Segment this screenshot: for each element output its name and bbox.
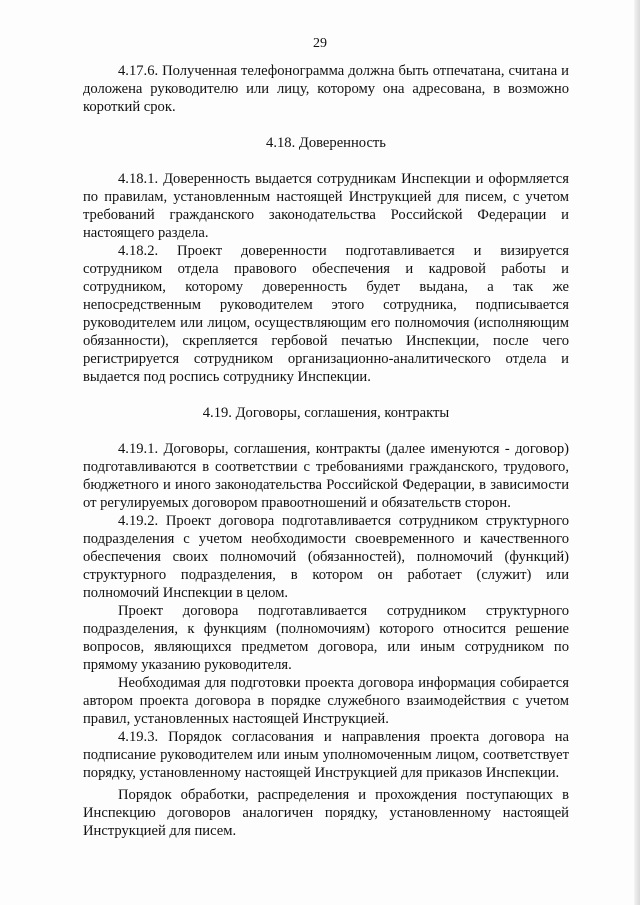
paragraph-incoming-contracts: Порядок обработки, распределения и прохождения поступающих в Инспекцию договоров аналогичен порядку, установленному настоящей Инструкцией для писем. [83, 787, 569, 839]
scan-edge-shadow [634, 0, 640, 905]
paragraph-4-19-1: 4.19.1. Договоры, соглашения, контракты (далее именуются - договор) подготавливаются в соответствии с требованиями гражданского, трудового, бюджетного и иного законодательства Российской Федерации, в зависимости от регулируемых договором правоотношений и обязательств сторон. [83, 441, 569, 511]
paragraph-4-19-2: 4.19.2. Проект договора подготавливается сотрудником структурного подразделения с учетом необходимости своевременного и качественного обеспечения своих полномочий (обязанностей), полномочий (функций) структурного подразделения, в котором он работает (служит) или полномочий Инспекции в целом. [83, 513, 569, 601]
paragraph-4-19-3: 4.19.3. Порядок согласования и направления проекта договора на подписание руководителем или иным уполномоченным лицом, соответствует порядку, установленному настоящей Инструкцией для приказов Инспекции. [83, 729, 569, 781]
paragraph-contract-author: Проект договора подготавливается сотрудником структурного подразделения, к функциям (полномочиям) которого относится решение вопросов, являющихся предметом договора, или иным сотрудником по прямому указанию руководителя. [83, 603, 569, 673]
page-number: 29 [313, 36, 327, 51]
paragraph-4-18-2: 4.18.2. Проект доверенности подготавливается и визируется сотрудником отдела правового обеспечения и кадровой работы и сотрудником, которому доверенность будет выдана, а так же непосредственным руководителем этого сотрудника, подписывается руководителем или лицом, осуществляющим его полномочия (исполняющим обязанности), скрепляется гербовой печатью Инспекции, после чего регистрируется сотрудником организационно-аналитического отдела и выдается под роспись сотруднику Инспекции. [83, 243, 569, 385]
document-body [83, 62, 569, 840]
section-heading-4-18: 4.18. Доверенность [266, 135, 386, 151]
section-heading-4-19: 4.19. Договоры, соглашения, контракты [202, 405, 450, 421]
paragraph-information-gathering: Необходимая для подготовки проекта договора информация собирается автором проекта договора в порядке служебного взаимодействия с учетом правил, установленных настоящей Инструкцией. [83, 675, 569, 727]
paragraph-4-18-1: 4.18.1. Доверенность выдается сотрудникам Инспекции и оформляется по правилам, установленным настоящей Инструкцией для писем, с учетом требований гражданского законодательства Российской Федерации и настоящего раздела. [83, 171, 569, 241]
paragraph-4-17-6: 4.17.6. Полученная телефонограмма должна быть отпечатана, считана и доложена руководителю или лицу, которому она адресована, в возможно короткий срок. [83, 63, 569, 115]
